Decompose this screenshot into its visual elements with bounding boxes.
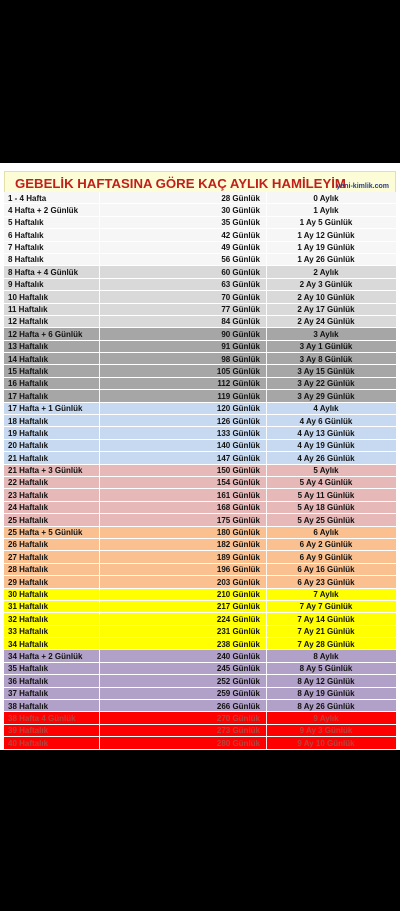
months-cell: 8 Ay 12 Günlük xyxy=(297,676,355,686)
table-row xyxy=(4,192,396,204)
column-divider xyxy=(99,589,100,600)
column-divider xyxy=(99,502,100,513)
column-divider xyxy=(266,539,267,550)
table-row xyxy=(4,452,396,464)
week-cell: 16 Haftalık xyxy=(8,379,49,389)
week-cell: 5 Haftalık xyxy=(8,218,44,228)
months-cell: 7 Aylık xyxy=(313,590,339,599)
week-cell: 33 Haftalık xyxy=(8,627,49,637)
column-divider xyxy=(99,192,100,203)
months-cell: 5 Ay 25 Günlük xyxy=(297,515,355,525)
table-body xyxy=(4,192,396,750)
months-cell: 3 Ay 15 Günlük xyxy=(297,366,355,376)
column-divider xyxy=(266,452,267,463)
table-row xyxy=(4,477,396,489)
months-cell: 8 Ay 19 Günlük xyxy=(297,689,355,699)
days-cell: 98 Günlük xyxy=(221,354,260,364)
days-cell: 161 Günlük xyxy=(216,490,260,500)
days-cell: 224 Günlük xyxy=(216,614,260,624)
months-cell: 3 Ay 1 Günlük xyxy=(299,342,353,352)
days-cell: 90 Günlük xyxy=(221,329,260,339)
column-divider xyxy=(99,737,100,748)
column-divider xyxy=(266,328,267,339)
column-divider xyxy=(99,650,100,661)
table-row xyxy=(4,589,396,601)
column-divider xyxy=(99,204,100,215)
days-cell: 180 Günlük xyxy=(216,528,260,538)
days-cell: 91 Günlük xyxy=(221,342,260,352)
column-divider xyxy=(266,440,267,451)
table-row xyxy=(4,700,396,712)
table-row xyxy=(4,304,396,316)
column-divider xyxy=(99,465,100,476)
days-cell: 168 Günlük xyxy=(216,503,260,513)
column-divider xyxy=(266,725,267,736)
months-cell: 3 Ay 8 Günlük xyxy=(299,354,353,364)
days-cell: 240 Günlük xyxy=(216,651,260,661)
table-row xyxy=(4,316,396,328)
week-cell: 6 Haftalık xyxy=(8,230,44,240)
table-row xyxy=(4,551,396,563)
column-divider xyxy=(266,477,267,488)
week-cell: 22 Haftalık xyxy=(8,478,49,488)
table-row xyxy=(4,204,396,216)
months-cell: 1 Aylık xyxy=(313,205,339,215)
months-cell: 6 Aylık xyxy=(313,528,339,538)
column-divider xyxy=(99,390,100,401)
months-cell: 5 Ay 4 Günlük xyxy=(299,478,353,488)
days-cell: 280 Günlük xyxy=(216,738,260,748)
column-divider xyxy=(99,514,100,525)
months-cell: 1 Ay 19 Günlük xyxy=(297,243,355,253)
table-row xyxy=(4,390,396,402)
days-cell: 196 Günlük xyxy=(216,565,260,575)
days-cell: 150 Günlük xyxy=(216,466,260,476)
months-cell: 8 Ay 5 Günlük xyxy=(299,664,353,674)
week-cell: 32 Haftalık xyxy=(8,614,49,624)
table-row xyxy=(4,217,396,229)
column-divider xyxy=(266,638,267,649)
column-divider xyxy=(99,378,100,389)
column-divider xyxy=(99,638,100,649)
table-row xyxy=(4,242,396,254)
table-row xyxy=(4,539,396,551)
week-cell: 13 Haftalık xyxy=(8,342,49,352)
column-divider xyxy=(99,452,100,463)
column-divider xyxy=(99,712,100,723)
months-cell: 3 Ay 29 Günlük xyxy=(297,391,355,401)
days-cell: 140 Günlük xyxy=(216,441,260,451)
column-divider xyxy=(266,514,267,525)
table-row xyxy=(4,229,396,241)
column-divider xyxy=(99,576,100,587)
column-divider xyxy=(266,675,267,686)
days-cell: 231 Günlük xyxy=(216,627,260,637)
table-row xyxy=(4,626,396,638)
week-cell: 17 Hafta + 1 Günlük xyxy=(8,404,83,414)
column-divider xyxy=(99,279,100,290)
week-cell: 11 Haftalık xyxy=(8,305,48,315)
months-cell: 2 Aylık xyxy=(313,267,339,277)
days-cell: 238 Günlük xyxy=(216,639,260,649)
table-row xyxy=(4,688,396,700)
column-divider xyxy=(99,551,100,562)
column-divider xyxy=(99,626,100,637)
months-cell: 5 Aylık xyxy=(313,466,339,476)
week-cell: 35 Haftalık xyxy=(8,664,49,674)
column-divider xyxy=(99,725,100,736)
months-cell: 8 Aylık xyxy=(313,651,339,661)
column-divider xyxy=(99,415,100,426)
column-divider xyxy=(266,576,267,587)
table-row xyxy=(4,489,396,501)
week-cell: 8 Haftalık xyxy=(8,255,44,265)
days-cell: 63 Günlük xyxy=(221,280,260,290)
column-divider xyxy=(99,304,100,315)
days-cell: 56 Günlük xyxy=(221,255,260,265)
column-divider xyxy=(266,229,267,240)
months-cell: 2 Ay 17 Günlük xyxy=(297,305,355,315)
months-cell: 9 Ay 10 Günlük xyxy=(297,738,355,748)
table-row xyxy=(4,365,396,377)
months-cell: 2 Ay 3 Günlük xyxy=(299,280,353,290)
column-divider xyxy=(266,663,267,674)
week-cell: 21 Hafta + 3 Günlük xyxy=(8,466,83,476)
week-cell: 15 Haftalık xyxy=(8,366,49,376)
column-divider xyxy=(99,700,100,711)
column-divider xyxy=(266,254,267,265)
column-divider xyxy=(99,613,100,624)
days-cell: 30 Günlük xyxy=(221,205,260,215)
column-divider xyxy=(266,650,267,661)
column-divider xyxy=(99,427,100,438)
months-cell: 1 Ay 26 Günlük xyxy=(297,255,355,265)
pregnancy-week-table xyxy=(0,163,400,750)
week-cell: 40 Haftalık xyxy=(8,738,49,748)
column-divider xyxy=(99,489,100,500)
week-cell: 36 Haftalık xyxy=(8,676,49,686)
days-cell: 28 Günlük xyxy=(221,193,260,203)
table-row xyxy=(4,415,396,427)
column-divider xyxy=(99,663,100,674)
week-cell: 7 Haftalık xyxy=(8,243,44,253)
week-cell: 38 Hafta 4 Günlük xyxy=(8,713,76,723)
column-divider xyxy=(266,427,267,438)
months-cell: 4 Ay 13 Günlük xyxy=(297,428,355,438)
week-cell: 31 Haftalık xyxy=(8,602,49,612)
column-divider xyxy=(99,365,100,376)
column-divider xyxy=(266,502,267,513)
column-divider xyxy=(266,527,267,538)
days-cell: 77 Günlük xyxy=(221,305,260,315)
days-cell: 266 Günlük xyxy=(216,701,260,711)
table-row xyxy=(4,440,396,452)
days-cell: 112 Günlük xyxy=(217,379,260,389)
days-cell: 70 Günlük xyxy=(221,292,260,302)
column-divider xyxy=(266,403,267,414)
week-cell: 25 Hafta + 5 Günlük xyxy=(8,528,83,538)
months-cell: 4 Ay 19 Günlük xyxy=(297,441,355,451)
column-divider xyxy=(266,688,267,699)
column-divider xyxy=(266,589,267,600)
column-divider xyxy=(99,217,100,228)
column-divider xyxy=(266,415,267,426)
week-cell: 25 Haftalık xyxy=(8,515,49,525)
week-cell: 39 Haftalık xyxy=(8,726,49,736)
table-row xyxy=(4,650,396,662)
column-divider xyxy=(99,353,100,364)
days-cell: 259 Günlük xyxy=(216,689,260,699)
months-cell: 5 Ay 11 Günlük xyxy=(297,490,355,500)
week-cell: 23 Haftalık xyxy=(8,490,49,500)
column-divider xyxy=(266,192,267,203)
column-divider xyxy=(99,601,100,612)
months-cell: 2 Ay 24 Günlük xyxy=(297,317,355,327)
days-cell: 42 Günlük xyxy=(221,230,260,240)
column-divider xyxy=(99,254,100,265)
months-cell: 7 Ay 21 Günlük xyxy=(297,627,355,637)
months-cell: 7 Ay 28 Günlük xyxy=(297,639,355,649)
days-cell: 175 Günlük xyxy=(216,515,260,525)
table-row xyxy=(4,514,396,526)
week-cell: 38 Haftalık xyxy=(8,701,49,711)
column-divider xyxy=(266,341,267,352)
column-divider xyxy=(99,341,100,352)
months-cell: 6 Ay 23 Günlük xyxy=(297,577,355,587)
days-cell: 35 Günlük xyxy=(221,218,260,228)
column-divider xyxy=(266,242,267,253)
page-title: GEBELİK HAFTASINA GÖRE KAÇ AYLIK HAMİLEYİM xyxy=(15,176,346,191)
days-cell: 273 Günlük xyxy=(216,726,260,736)
months-cell: 9 Ay 3 Günlük xyxy=(299,726,353,736)
months-cell: 1 Ay 12 Günlük xyxy=(297,230,355,240)
table-row xyxy=(4,613,396,625)
months-cell: 0 Aylık xyxy=(313,193,339,203)
week-cell: 10 Haftalık xyxy=(8,292,49,302)
table-row xyxy=(4,378,396,390)
table-row xyxy=(4,737,396,749)
column-divider xyxy=(266,551,267,562)
column-divider xyxy=(99,440,100,451)
week-cell: 37 Haftalık xyxy=(8,689,49,699)
days-cell: 252 Günlük xyxy=(216,676,260,686)
months-cell: 7 Ay 14 Günlük xyxy=(297,614,355,624)
table-row xyxy=(4,427,396,439)
week-cell: 19 Haftalık xyxy=(8,428,49,438)
months-cell: 4 Ay 26 Günlük xyxy=(297,453,355,463)
days-cell: 210 Günlük xyxy=(216,590,260,599)
column-divider xyxy=(266,353,267,364)
days-cell: 105 Günlük xyxy=(216,366,260,376)
column-divider xyxy=(99,328,100,339)
column-divider xyxy=(99,688,100,699)
days-cell: 60 Günlük xyxy=(221,267,260,277)
column-divider xyxy=(266,465,267,476)
table-row xyxy=(4,266,396,278)
column-divider xyxy=(99,403,100,414)
months-cell: 6 Ay 9 Günlük xyxy=(299,552,353,562)
table-row xyxy=(4,712,396,724)
column-divider xyxy=(266,291,267,302)
week-cell: 34 Haftalık xyxy=(8,639,49,649)
week-cell: 4 Hafta + 2 Günlük xyxy=(8,205,79,215)
column-divider xyxy=(266,266,267,277)
column-divider xyxy=(99,675,100,686)
days-cell: 217 Günlük xyxy=(216,602,260,612)
table-row xyxy=(4,291,396,303)
days-cell: 126 Günlük xyxy=(216,416,260,426)
column-divider xyxy=(99,477,100,488)
table-row xyxy=(4,279,396,291)
days-cell: 84 Günlük xyxy=(221,317,260,327)
months-cell: 7 Ay 7 Günlük xyxy=(299,602,353,612)
column-divider xyxy=(266,737,267,748)
column-divider xyxy=(266,564,267,575)
week-cell: 20 Haftalık xyxy=(8,441,49,451)
days-cell: 120 Günlük xyxy=(216,404,260,414)
table-row xyxy=(4,725,396,737)
week-cell: 26 Haftalık xyxy=(8,540,49,550)
column-divider xyxy=(266,489,267,500)
months-cell: 1 Ay 5 Günlük xyxy=(299,218,353,228)
week-cell: 18 Haftalık xyxy=(8,416,49,426)
days-cell: 189 Günlük xyxy=(216,552,260,562)
column-divider xyxy=(266,390,267,401)
column-divider xyxy=(99,266,100,277)
days-cell: 245 Günlük xyxy=(216,664,260,674)
days-cell: 270 Günlük xyxy=(216,713,260,723)
week-cell: 17 Haftalık xyxy=(8,391,49,401)
table-row xyxy=(4,328,396,340)
week-cell: 21 Haftalık xyxy=(8,453,49,463)
week-cell: 28 Haftalık xyxy=(8,565,49,575)
days-cell: 49 Günlük xyxy=(221,243,260,253)
column-divider xyxy=(266,626,267,637)
days-cell: 133 Günlük xyxy=(216,428,260,438)
table-row xyxy=(4,403,396,415)
days-cell: 154 Günlük xyxy=(216,478,260,488)
week-cell: 9 Haftalık xyxy=(8,280,44,290)
column-divider xyxy=(99,229,100,240)
table-row xyxy=(4,353,396,365)
column-divider xyxy=(266,217,267,228)
table-row xyxy=(4,465,396,477)
column-divider xyxy=(266,365,267,376)
column-divider xyxy=(266,304,267,315)
table-row xyxy=(4,527,396,539)
column-divider xyxy=(266,316,267,327)
months-cell: 5 Ay 18 Günlük xyxy=(297,503,355,513)
table-row xyxy=(4,341,396,353)
week-cell: 12 Hafta + 6 Günlük xyxy=(8,329,83,339)
week-cell: 14 Haftalık xyxy=(8,354,49,364)
days-cell: 119 Günlük xyxy=(217,391,260,401)
days-cell: 182 Günlük xyxy=(216,540,260,550)
column-divider xyxy=(266,378,267,389)
column-divider xyxy=(99,242,100,253)
column-divider xyxy=(266,712,267,723)
months-cell: 4 Aylık xyxy=(313,404,339,414)
months-cell: 3 Aylık xyxy=(313,329,339,339)
table-row xyxy=(4,663,396,675)
months-cell: 3 Ay 22 Günlük xyxy=(297,379,355,389)
week-cell: 34 Hafta + 2 Günlük xyxy=(8,651,83,661)
table-row xyxy=(4,601,396,613)
week-cell: 27 Haftalık xyxy=(8,552,49,562)
week-cell: 12 Haftalık xyxy=(8,317,49,327)
week-cell: 1 - 4 Hafta xyxy=(8,193,47,203)
site-watermark: yeni-kimlik.com xyxy=(336,183,389,190)
column-divider xyxy=(99,316,100,327)
week-cell: 30 Haftalık xyxy=(8,590,49,599)
days-cell: 147 Günlük xyxy=(216,453,260,463)
table-row xyxy=(4,675,396,687)
column-divider xyxy=(266,613,267,624)
table-row xyxy=(4,564,396,576)
months-cell: 9 Aylık xyxy=(313,713,339,723)
week-cell: 29 Haftalık xyxy=(8,577,49,587)
months-cell: 6 Ay 16 Günlük xyxy=(297,565,355,575)
days-cell: 203 Günlük xyxy=(216,577,260,587)
months-cell: 2 Ay 10 Günlük xyxy=(297,292,355,302)
column-divider xyxy=(266,279,267,290)
table-row xyxy=(4,254,396,266)
table-row xyxy=(4,502,396,514)
week-cell: 24 Haftalık xyxy=(8,503,49,513)
column-divider xyxy=(99,291,100,302)
months-cell: 6 Ay 2 Günlük xyxy=(299,540,353,550)
week-cell: 8 Hafta + 4 Günlük xyxy=(8,267,79,277)
table-row xyxy=(4,638,396,650)
column-divider xyxy=(99,527,100,538)
months-cell: 4 Ay 6 Günlük xyxy=(299,416,353,426)
column-divider xyxy=(266,204,267,215)
column-divider xyxy=(99,564,100,575)
column-divider xyxy=(99,539,100,550)
column-divider xyxy=(266,700,267,711)
months-cell: 8 Ay 26 Günlük xyxy=(297,701,355,711)
column-divider xyxy=(266,601,267,612)
table-row xyxy=(4,576,396,588)
